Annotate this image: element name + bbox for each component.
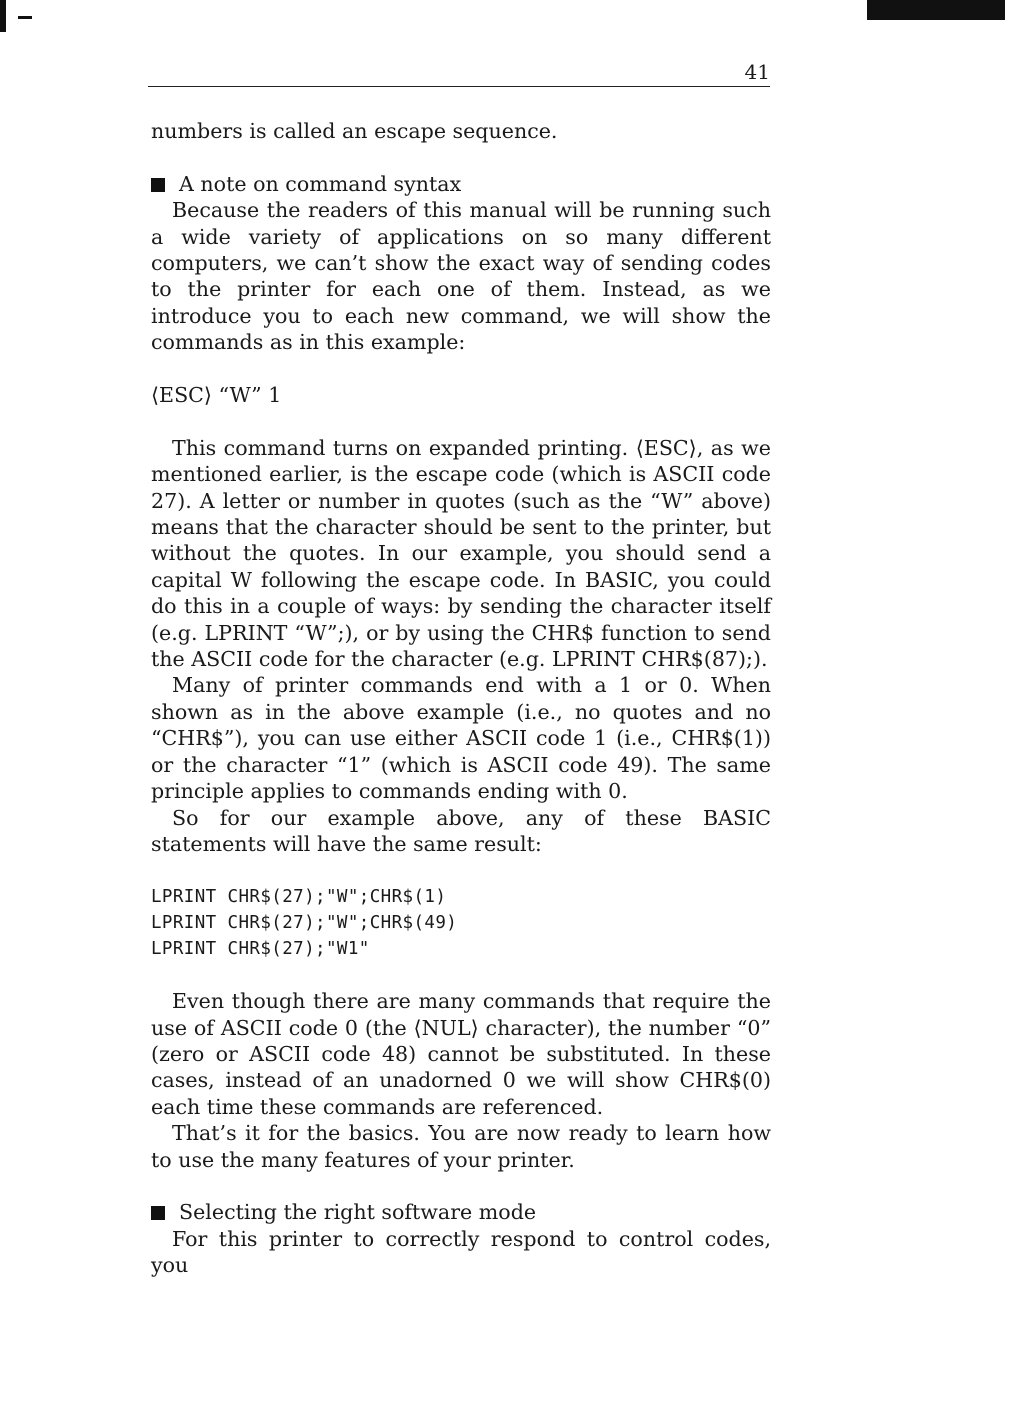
spacer [151, 356, 771, 382]
code-line: LPRINT CHR$(27);"W";CHR$(49) [151, 912, 458, 933]
spacer [151, 1173, 771, 1199]
section-heading-software-mode [151, 1199, 771, 1225]
paragraph: So for our example above, any of these BASIC statements will have the same result: [151, 805, 771, 856]
command-example: ⟨ESC⟩ “W” 1 [151, 383, 282, 408]
spacer [151, 857, 771, 883]
bullet-square-icon [151, 1206, 165, 1220]
spacer [151, 144, 771, 170]
scan-edge-mark [0, 0, 6, 32]
bullet-square-icon [151, 178, 165, 192]
intro-text: numbers is called an escape sequence. [151, 119, 558, 143]
page-number: 41 [744, 60, 770, 84]
paragraph: For this printer to correctly respond to control codes, you [151, 1226, 771, 1278]
header-rule [148, 86, 770, 87]
scan-dash-mark [18, 16, 32, 19]
paragraph: Because the readers of this manual will be running such a wide variety of applications on so many different computers, we can’t show the exact way of sending codes to the printer for each one of them. Instead, as we introduce you to each new command, we will show the commands as in this example: [151, 198, 771, 355]
spacer [151, 962, 771, 988]
paragraph: That’s it for the basics. You are now ready to learn how to use the many features of your printer. [151, 1121, 771, 1172]
code-line: LPRINT CHR$(27);"W1" [151, 938, 370, 959]
section-heading-label: A note on command syntax [179, 171, 462, 196]
code-block [151, 884, 771, 962]
page-body [151, 118, 771, 1279]
code-line: LPRINT CHR$(27);"W";CHR$(1) [151, 886, 447, 907]
paragraph: Even though there are many commands that require the use of ASCII code 0 (the ⟨NUL⟩ character), the number “0” (zero or ASCII code 48) cannot be substituted. In these cases, instead of an unadorned 0 we will show CHR$(0) each time these commands are referenced. [151, 989, 771, 1119]
paragraph: Many of printer commands end with a 1 or 0. When shown as in the above example (i.e., no quotes and no “CHR$”), you can use either ASCII code 1 (i.e., CHR$(1)) or the character “1” (which is ASCII code 49). The same principle applies to commands ending with 0. [151, 673, 771, 804]
paragraph: This command turns on expanded printing. ⟨ESC⟩, as we mentioned earlier, is the escape code (which is ASCII code 27). A letter or number in quotes (such as the “W” above) means that the character should be sent to the printer, but without the quotes. In our example, you should send a capital W following the escape code. In BASIC, you could do this in a couple of ways: by sending the character itself (e.g. LPRINT “W”;), or by using the CHR$ function to send the ASCII code for the character (e.g. LPRINT CHR$(87);). [151, 435, 771, 672]
spacer [151, 408, 771, 434]
scan-black-bar [867, 0, 1005, 20]
section-heading-label: Selecting the right software mode [179, 1200, 537, 1225]
section-heading-command-syntax [151, 171, 771, 197]
